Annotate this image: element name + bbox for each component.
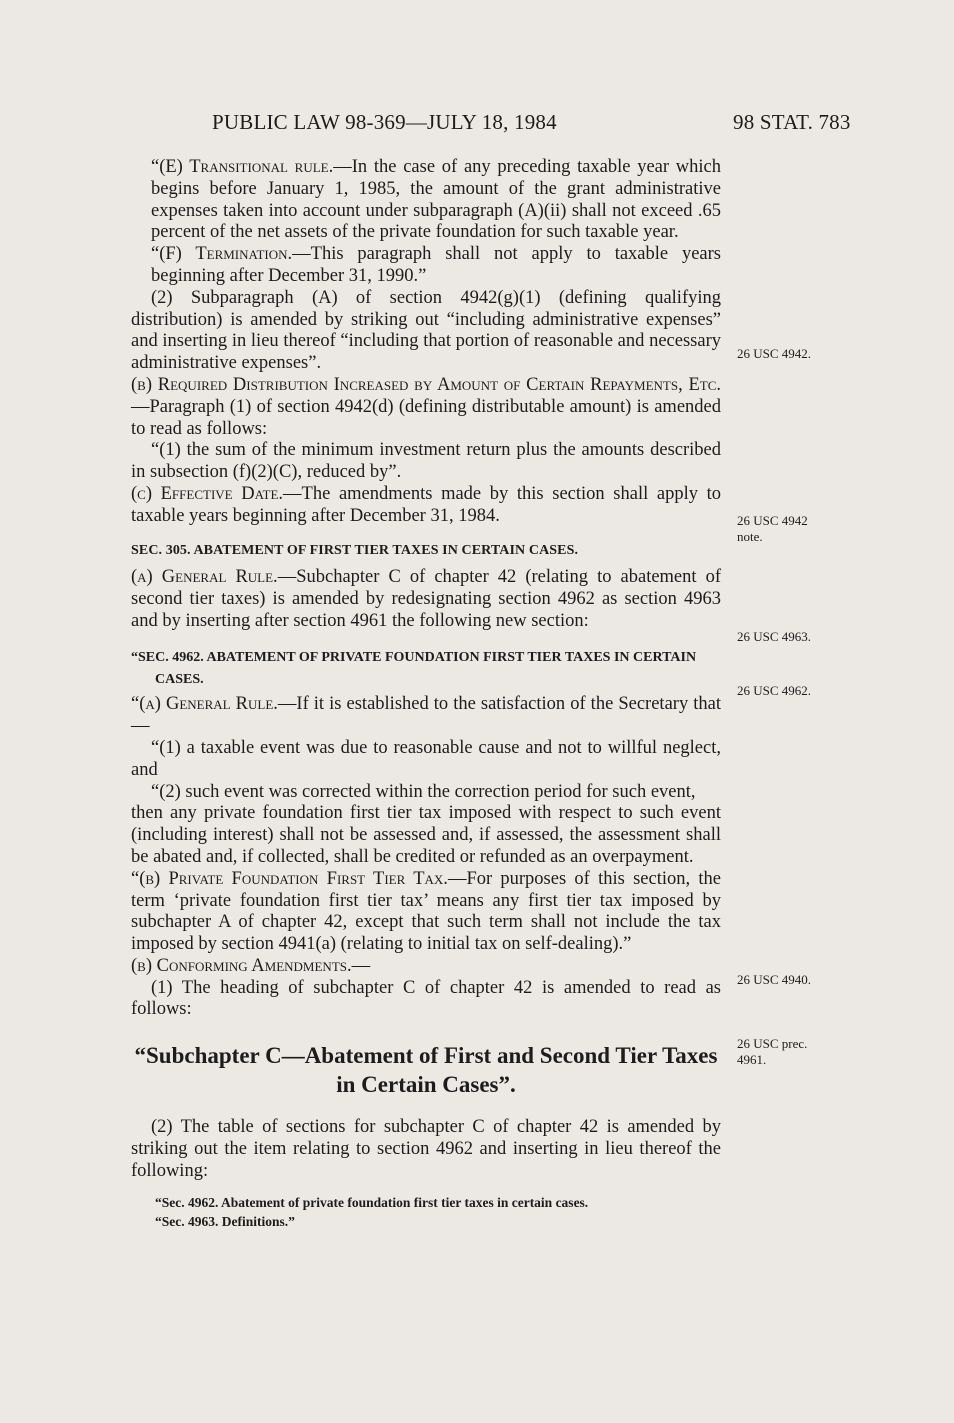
paragraph-4962-then: then any private foundation first tier tax imposed with respect to such event (including interest) shall not be assessed and, if assessed, the assessment shall be abated and, if collected, shall be credited or refunded as an overpayment.: [131, 803, 721, 867]
margin-note-4940: 26 USC 4940.: [737, 972, 812, 987]
margin-note-4942: 26 USC 4942.: [737, 346, 812, 361]
heading-conforming-amendments: (b) Conforming Amendments.: [131, 955, 352, 976]
running-header-stat-page: 98 STAT. 783: [733, 110, 851, 134]
heading-private-foundation-first-tier-tax: “(b) Private Foundation First Tier Tax.: [131, 868, 448, 889]
heading-required-distribution: (b) Required Distribution Increased by Amount of Certain Repayments, Etc.: [131, 374, 721, 395]
paragraph-b-required-distribution: (b) Required Distribution Increased by Amount of Certain Repayments, Etc.—Paragraph (1) of section 4942(d) (defining distributable amount) is amended to read as follows:: [131, 374, 721, 439]
section-4962-heading: “SEC. 4962. ABATEMENT OF PRIVATE FOUNDATION FIRST TIER TAXES IN CERTAIN CASES.: [131, 649, 697, 687]
paragraph-f-termination: “(F) Termination.—This paragraph shall not apply to taxable years beginning after December 31, 1990.”: [151, 244, 721, 286]
paragraph-4962-a: “(a) General Rule.—If it is established to the satisfaction of the Secretary that—: [131, 694, 721, 737]
paragraph-c-effective-date: (c) Effective Date.—The amendments made by this section shall apply to taxable years beginning after December 31, 1984.: [131, 483, 721, 526]
paragraph-2-subparagraph: (2) Subparagraph (A) of section 4942(g)(1) (defining qualifying distribution) is amended by striking out “including administrative expenses” and inserting in lieu thereof “including that portion of reasonable and necessary administrative expenses”.: [131, 287, 721, 374]
paragraph-conforming-2: (2) The table of sections for subchapter C of chapter 42 is amended by striking out the item relating to section 4962 and inserting in lieu thereof the following:: [131, 1117, 721, 1181]
heading-general-rule: (a) General Rule.: [131, 567, 278, 588]
paragraph-4962-a2: “(2) such event was corrected within the correction period for such event,: [151, 781, 696, 802]
toc-entry-4963: “Sec. 4963. Definitions.”: [155, 1213, 295, 1229]
paragraph-a-general-rule: (a) General Rule.—Subchapter C of chapter 42 (relating to abatement of second tier taxes) is amended by redesignating section 4962 as section 4963 and by inserting after section 4961 the following new section:: [131, 567, 721, 631]
subchapter-c-heading: “Subchapter C—Abatement of First and Second Tier Taxes in Certain Cases”.: [134, 1043, 718, 1098]
margin-note-4962: 26 USC 4962.: [737, 683, 812, 698]
running-header-title: PUBLIC LAW 98-369—JULY 18, 1984: [212, 110, 557, 134]
body-text: [131, 157, 721, 1231]
heading-effective-date: (c) Effective Date.: [131, 483, 284, 504]
section-305-heading: SEC. 305. ABATEMENT OF FIRST TIER TAXES IN CERTAIN CASES.: [131, 542, 579, 558]
toc-entry-4962: “Sec. 4962. Abatement of private foundation first tier taxes in certain cases.: [155, 1194, 589, 1210]
paragraph-4962-a1: “(1) a taxable event was due to reasonable cause and not to willful neglect, and: [131, 737, 721, 780]
margin-note-4963: 26 USC 4963.: [737, 629, 812, 644]
heading-4962-general-rule: “(a) General Rule.: [131, 694, 278, 715]
paragraph-conforming-1: (1) The heading of subchapter C of chapter 42 is amended to read as follows:: [131, 977, 721, 1020]
heading-transitional-rule: “(E) Transitional rule.: [151, 157, 334, 177]
paragraph-e-transitional: “(E) Transitional rule.—In the case of any preceding taxable year which begins before January 1, 1985, the amount of the grant administrative expenses taken into account under subparagraph (A)(ii) shall not exceed .65 percent of the net assets of the private foundation for such taxable year.: [151, 157, 722, 243]
paragraph-4962-b: “(b) Private Foundation First Tier Tax.—For purposes of this section, the term ‘private foundation first tier tax’ means any first tier tax imposed by subchapter A of chapter 42, except that such term shall not include the tax imposed by section 4941(a) (relating to initial tax on self-dealing).”: [131, 868, 721, 955]
paragraph-b-conforming-amendments: (b) Conforming Amendments.—: [131, 955, 371, 976]
heading-termination: “(F) Termination.: [151, 244, 293, 265]
paragraph-b1-sum: “(1) the sum of the minimum investment return plus the amounts described in subsection (f)(2)(C), reduced by”.: [131, 440, 721, 483]
margin-note-prec-4961: 26 USC prec. 4961.: [737, 1036, 808, 1067]
margin-note-4942-note: 26 USC 4942 note.: [737, 513, 808, 544]
